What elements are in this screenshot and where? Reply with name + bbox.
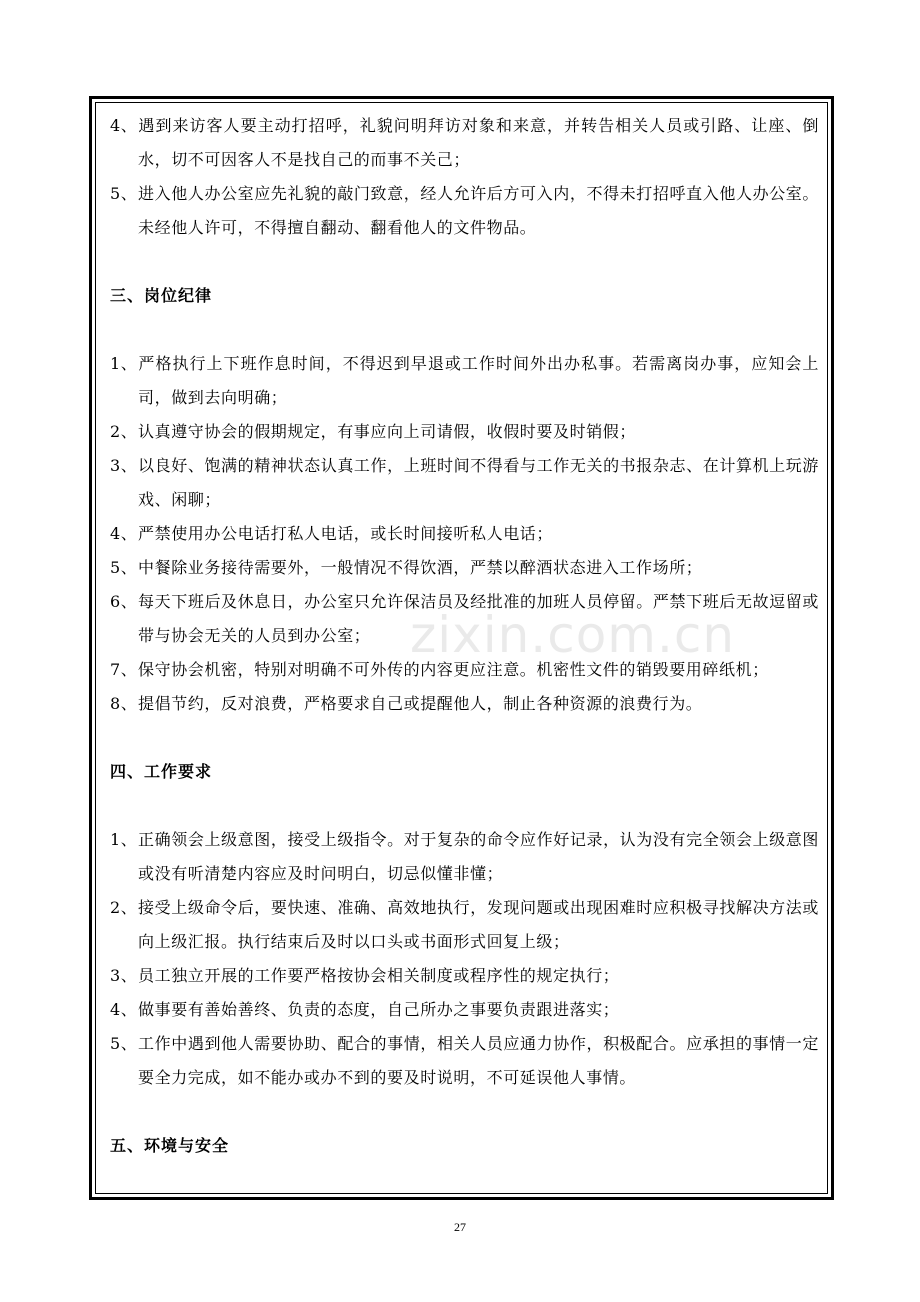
page-number: 27	[454, 1220, 466, 1234]
item-text: 正确领会上级意图，接受上级指令。对于复杂的命令应作好记录，认为没有完全领会上级意图或没有听清楚内容应及时问明白，切忌似懂非懂；	[138, 830, 819, 883]
item-text: 保守协会机密，特别对明确不可外传的内容更应注意。机密性文件的销毁要用碎纸机；	[138, 660, 769, 679]
section-heading-discipline: 三、岗位纪律	[110, 286, 213, 305]
list-item	[110, 585, 819, 653]
list-item	[110, 109, 819, 177]
item-number: 4、	[110, 1000, 138, 1019]
list-item	[110, 993, 819, 1027]
list-item	[110, 551, 819, 585]
item-text: 每天下班后及休息日，办公室只允许保洁员及经批准的加班人员停留。严禁下班后无故逗留或带与协会无关的人员到办公室；	[138, 592, 819, 645]
item-number: 2、	[110, 898, 138, 917]
list-item	[110, 687, 819, 721]
item-number: 5、	[110, 1034, 138, 1053]
document-content	[110, 109, 819, 1163]
item-number: 6、	[110, 592, 138, 611]
item-number: 3、	[110, 456, 138, 475]
item-number: 1、	[110, 830, 138, 849]
item-number: 1、	[110, 354, 138, 373]
item-text: 认真遵守协会的假期规定，有事应向上司请假，收假时要及时销假；	[138, 422, 637, 441]
list-item	[110, 449, 819, 517]
item-text: 严禁使用办公电话打私人电话，或长时间接听私人电话；	[138, 524, 554, 543]
item-number: 4、	[110, 116, 138, 135]
list-item	[110, 415, 819, 449]
item-text: 以良好、饱满的精神状态认真工作，上班时间不得看与工作无关的书报杂志、在计算机上玩游戏、闲聊；	[138, 456, 819, 509]
item-number: 3、	[110, 966, 138, 985]
list-item	[110, 891, 819, 959]
item-text: 遇到来访客人要主动打招呼，礼貌问明拜访对象和来意，并转告相关人员或引路、让座、倒水，切不可因客人不是找自己的而事不关己；	[138, 116, 819, 169]
item-number: 5、	[110, 558, 138, 577]
list-item	[110, 517, 819, 551]
item-number: 7、	[110, 660, 138, 679]
item-text: 接受上级命令后，要快速、准确、高效地执行，发现问题或出现困难时应积极寻找解决方法或向上级汇报。执行结束后及时以口头或书面形式回复上级；	[138, 898, 819, 951]
item-number: 8、	[110, 694, 138, 713]
item-text: 做事要有善始善终、负责的态度，自己所办之事要负责跟进落实；	[138, 1000, 620, 1019]
item-text: 员工独立开展的工作要严格按协会相关制度或程序性的规定执行；	[138, 966, 620, 985]
list-item	[110, 1027, 819, 1095]
section-heading-work-requirements: 四、工作要求	[110, 762, 213, 781]
list-item	[110, 177, 819, 245]
list-item	[110, 823, 819, 891]
item-text: 工作中遇到他人需要协助、配合的事情，相关人员应通力协作，积极配合。应承担的事情一定要全力完成，如不能办或办不到的要及时说明，不可延误他人事情。	[138, 1034, 819, 1087]
item-text: 中餐除业务接待需要外，一般情况不得饮酒，严禁以醉酒状态进入工作场所；	[138, 558, 703, 577]
document-border	[89, 96, 834, 1200]
watermark: zixin.com.cn	[410, 606, 736, 664]
list-item	[110, 959, 819, 993]
list-item	[110, 347, 819, 415]
item-number: 5、	[110, 184, 138, 203]
item-number: 4、	[110, 524, 138, 543]
item-text: 提倡节约，反对浪费，严格要求自己或提醒他人，制止各种资源的浪费行为。	[138, 694, 703, 713]
item-text: 严格执行上下班作息时间，不得迟到早退或工作时间外出办私事。若需离岗办事，应知会上司，做到去向明确；	[138, 354, 819, 407]
item-text: 进入他人办公室应先礼貌的敲门致意，经人允许后方可入内，不得未打招呼直入他人办公室。未经他人许可，不得擅自翻动、翻看他人的文件物品。	[138, 184, 819, 237]
item-number: 2、	[110, 422, 138, 441]
list-item	[110, 653, 819, 687]
section-heading-environment-safety: 五、环境与安全	[110, 1136, 230, 1155]
